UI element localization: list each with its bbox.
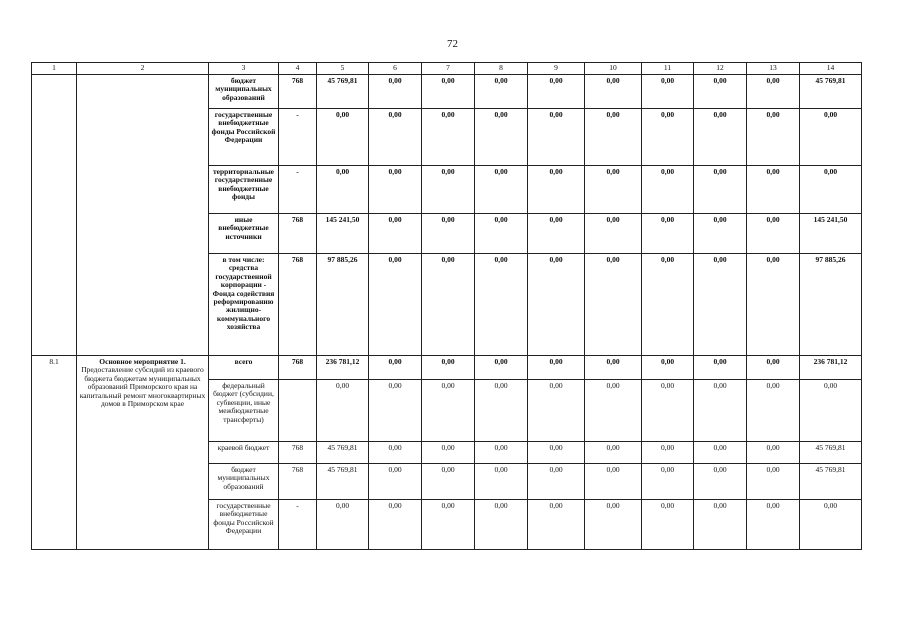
value-cell: 0,00 (422, 75, 475, 109)
value-cell: 0,00 (747, 380, 800, 442)
col-header: 1 (32, 63, 77, 75)
value-cell: 0,00 (369, 254, 422, 356)
header-row (32, 63, 862, 75)
value-cell: 0,00 (747, 442, 800, 464)
value-cell: 0,00 (747, 500, 800, 550)
activity-description: Предоставление субсидий из краевого бюджета бюджетам муниципальных образований Приморского края на капитальный ремонт многоквартирных домов в Приморском крае (79, 365, 206, 408)
value-cell: 0,00 (369, 464, 422, 500)
funding-source-cell: всего (209, 356, 279, 380)
page-number: 72 (447, 38, 458, 50)
value-cell: 0,00 (642, 166, 694, 214)
value-cell: 0,00 (369, 500, 422, 550)
value-cell: 236 781,12 (317, 356, 369, 380)
value-cell: 0,00 (475, 166, 528, 214)
value-cell: 0,00 (528, 109, 585, 166)
value-cell: 0,00 (800, 166, 862, 214)
value-cell: 0,00 (528, 75, 585, 109)
value-cell: 0,00 (642, 75, 694, 109)
value-cell: 0,00 (475, 214, 528, 254)
value-cell: 0,00 (642, 380, 694, 442)
code-cell: - (279, 166, 317, 214)
value-cell: 0,00 (475, 500, 528, 550)
value-cell: 0,00 (585, 166, 642, 214)
value-cell: 0,00 (422, 380, 475, 442)
value-cell: 45 769,81 (800, 442, 862, 464)
value-cell: 236 781,12 (800, 356, 862, 380)
value-cell: 0,00 (528, 166, 585, 214)
value-cell: 97 885,26 (800, 254, 862, 356)
col-header: 4 (279, 63, 317, 75)
col-header: 6 (369, 63, 422, 75)
value-cell: 45 769,81 (800, 75, 862, 109)
value-cell: 0,00 (642, 254, 694, 356)
value-cell: 0,00 (585, 356, 642, 380)
value-cell: 0,00 (585, 500, 642, 550)
code-cell (279, 380, 317, 442)
value-cell: 0,00 (747, 166, 800, 214)
value-cell: 0,00 (475, 254, 528, 356)
value-cell: 0,00 (422, 356, 475, 380)
value-cell: 0,00 (475, 464, 528, 500)
value-cell: 0,00 (422, 109, 475, 166)
value-cell: 0,00 (642, 214, 694, 254)
value-cell: 0,00 (694, 75, 747, 109)
col-header: 3 (209, 63, 279, 75)
code-cell: - (279, 109, 317, 166)
value-cell: 45 769,81 (800, 464, 862, 500)
value-cell: 0,00 (694, 254, 747, 356)
funding-source-cell: в том числе: средства государственной корпорации - Фонда содействия реформированию жилищно-коммунального хозяйства (209, 254, 279, 356)
value-cell: 0,00 (317, 500, 369, 550)
value-cell: 0,00 (475, 75, 528, 109)
col-header: 2 (77, 63, 209, 75)
value-cell: 0,00 (422, 500, 475, 550)
activity-name-cell (77, 356, 209, 550)
value-cell: 0,00 (369, 214, 422, 254)
col-header: 13 (747, 63, 800, 75)
code-cell: - (279, 500, 317, 550)
code-cell: 768 (279, 442, 317, 464)
code-cell: 768 (279, 214, 317, 254)
value-cell: 45 769,81 (317, 442, 369, 464)
value-cell: 145 241,50 (317, 214, 369, 254)
code-cell: 768 (279, 254, 317, 356)
value-cell: 0,00 (694, 442, 747, 464)
value-cell: 0,00 (369, 109, 422, 166)
value-cell: 0,00 (317, 166, 369, 214)
funding-source-cell: государственные внебюджетные фонды Российской Федерации (209, 109, 279, 166)
value-cell: 0,00 (317, 380, 369, 442)
value-cell: 0,00 (642, 442, 694, 464)
value-cell: 0,00 (585, 109, 642, 166)
value-cell: 0,00 (747, 254, 800, 356)
col-header: 5 (317, 63, 369, 75)
table-row (32, 356, 862, 380)
value-cell: 0,00 (642, 356, 694, 380)
value-cell: 0,00 (694, 500, 747, 550)
value-cell: 0,00 (369, 75, 422, 109)
value-cell: 0,00 (369, 380, 422, 442)
value-cell: 0,00 (694, 109, 747, 166)
value-cell: 0,00 (694, 214, 747, 254)
value-cell: 0,00 (642, 500, 694, 550)
value-cell: 0,00 (422, 464, 475, 500)
value-cell: 0,00 (369, 356, 422, 380)
value-cell: 0,00 (528, 442, 585, 464)
funding-source-cell: бюджет муниципальных образований (209, 464, 279, 500)
value-cell: 0,00 (694, 356, 747, 380)
value-cell: 0,00 (800, 500, 862, 550)
value-cell: 97 885,26 (317, 254, 369, 356)
value-cell: 145 241,50 (800, 214, 862, 254)
value-cell: 0,00 (800, 109, 862, 166)
col-header: 12 (694, 63, 747, 75)
value-cell: 0,00 (475, 442, 528, 464)
value-cell: 0,00 (800, 380, 862, 442)
row-number-cell (32, 75, 77, 356)
col-header: 8 (475, 63, 528, 75)
value-cell: 0,00 (475, 109, 528, 166)
value-cell: 0,00 (422, 254, 475, 356)
col-header: 7 (422, 63, 475, 75)
value-cell: 0,00 (694, 166, 747, 214)
value-cell: 0,00 (585, 464, 642, 500)
value-cell: 0,00 (528, 380, 585, 442)
budget-table (31, 62, 862, 550)
value-cell: 0,00 (585, 442, 642, 464)
value-cell: 0,00 (528, 500, 585, 550)
col-header: 11 (642, 63, 694, 75)
code-cell: 768 (279, 356, 317, 380)
value-cell: 0,00 (585, 380, 642, 442)
value-cell: 0,00 (369, 442, 422, 464)
value-cell: 45 769,81 (317, 464, 369, 500)
value-cell: 0,00 (475, 380, 528, 442)
col-header: 14 (800, 63, 862, 75)
row-number-cell: 8.1 (32, 356, 77, 550)
value-cell: 0,00 (528, 214, 585, 254)
value-cell: 0,00 (585, 254, 642, 356)
value-cell: 0,00 (369, 166, 422, 214)
value-cell: 0,00 (528, 254, 585, 356)
value-cell: 0,00 (528, 464, 585, 500)
value-cell: 0,00 (585, 214, 642, 254)
code-cell: 768 (279, 464, 317, 500)
value-cell: 0,00 (747, 109, 800, 166)
value-cell: 0,00 (422, 166, 475, 214)
col-header: 9 (528, 63, 585, 75)
funding-source-cell: иные внебюджетные источники (209, 214, 279, 254)
value-cell: 0,00 (747, 356, 800, 380)
table-row (32, 75, 862, 109)
value-cell: 0,00 (642, 109, 694, 166)
value-cell: 0,00 (642, 464, 694, 500)
funding-source-cell: бюджет муниципальных образований (209, 75, 279, 109)
activity-title: Основное мероприятие 1. (99, 357, 186, 366)
value-cell: 0,00 (747, 214, 800, 254)
value-cell: 0,00 (694, 464, 747, 500)
value-cell: 0,00 (585, 75, 642, 109)
funding-source-cell: краевой бюджет (209, 442, 279, 464)
value-cell: 0,00 (747, 75, 800, 109)
funding-source-cell: федеральный бюджет (субсидии, субвенции, иные межбюджетные трансферты) (209, 380, 279, 442)
value-cell: 0,00 (317, 109, 369, 166)
funding-source-cell: государственные внебюджетные фонды Российской Федерации (209, 500, 279, 550)
value-cell: 0,00 (694, 380, 747, 442)
code-cell: 768 (279, 75, 317, 109)
value-cell: 0,00 (422, 442, 475, 464)
col-header: 10 (585, 63, 642, 75)
value-cell: 45 769,81 (317, 75, 369, 109)
value-cell: 0,00 (475, 356, 528, 380)
value-cell: 0,00 (747, 464, 800, 500)
value-cell: 0,00 (422, 214, 475, 254)
activity-name-cell (77, 75, 209, 356)
value-cell: 0,00 (528, 356, 585, 380)
funding-source-cell: территориальные государственные внебюджетные фонды (209, 166, 279, 214)
